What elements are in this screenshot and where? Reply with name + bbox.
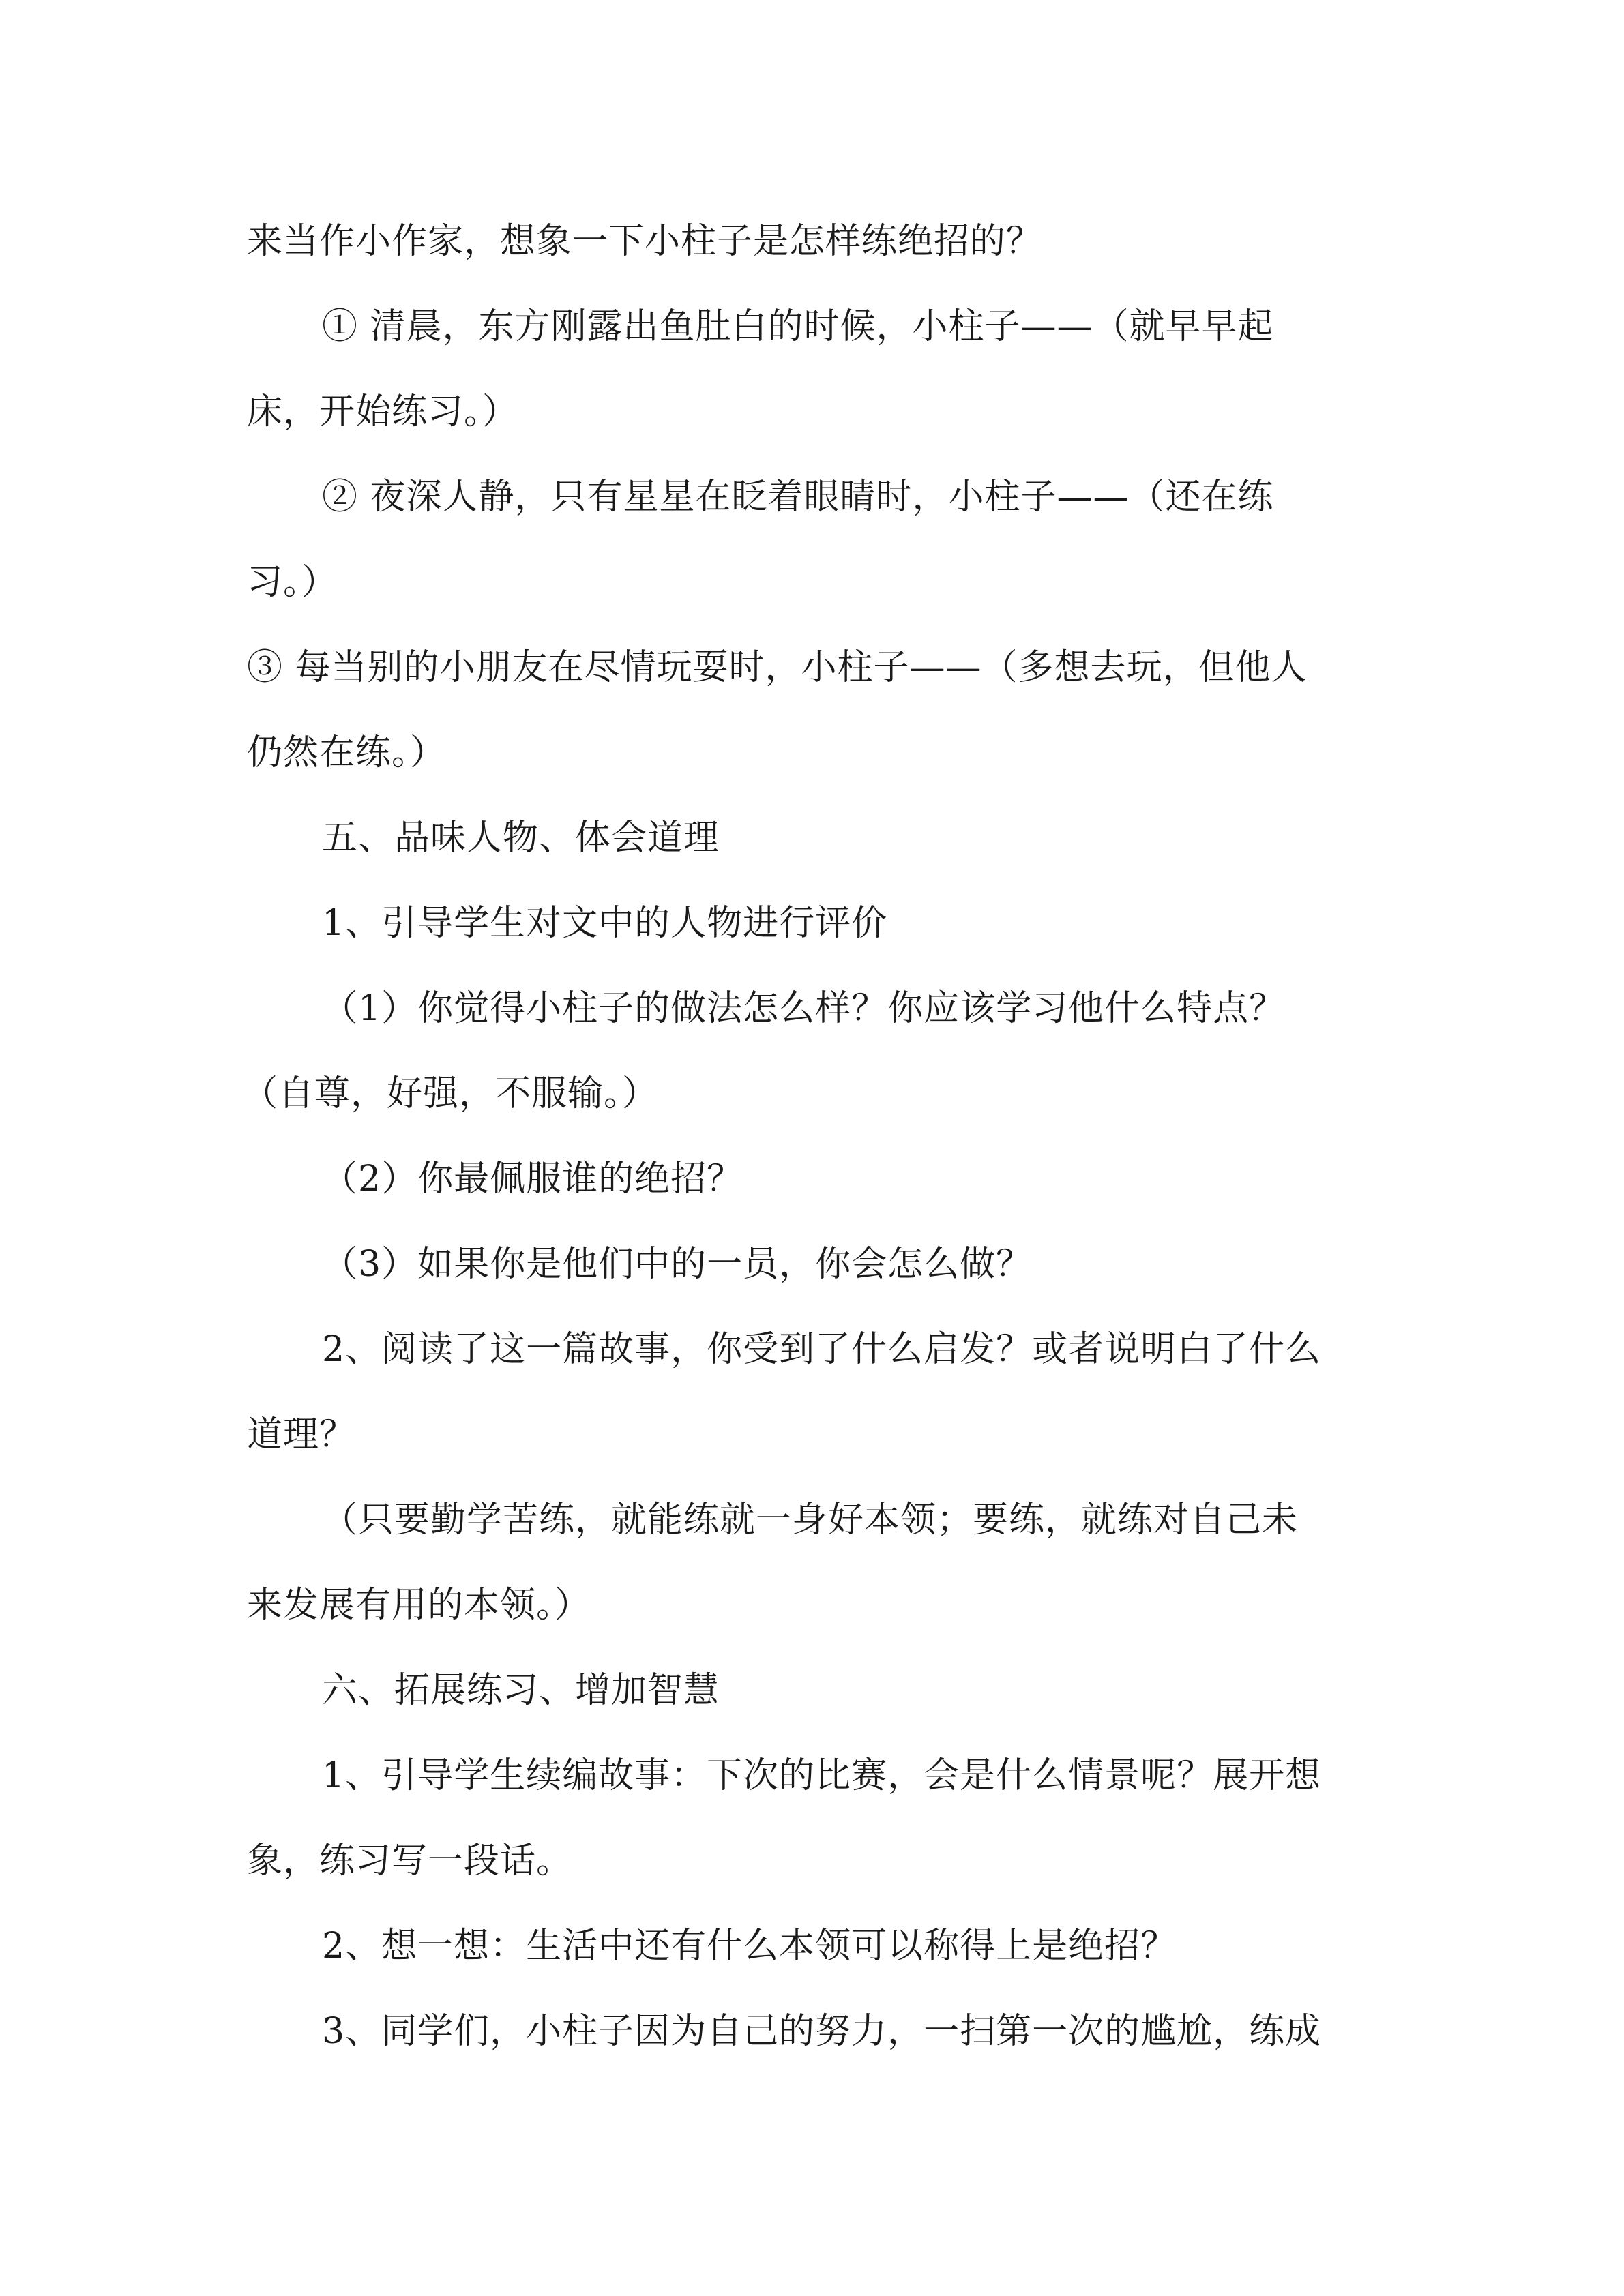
text-line-6: ③ 每当别的小朋友在尽情玩耍时，小柱子——（多想去玩，但他人 bbox=[247, 647, 1308, 688]
text-line-5: 习。） bbox=[247, 562, 338, 603]
text-line-14: 2、阅读了这一篇故事，你受到了什么启发？或者说明白了什么 bbox=[322, 1329, 1322, 1370]
text-line-4: ② 夜深人静，只有星星在眨着眼睛时，小柱子——（还在练 bbox=[322, 477, 1274, 518]
text-line-11: （自尊，好强，不服输。） bbox=[242, 1073, 659, 1114]
section-heading-6: 六、拓展练习、增加智慧 bbox=[322, 1670, 720, 1711]
text-line-9: 1、引导学生对文中的人物进行评价 bbox=[322, 903, 888, 944]
text-line-21: 2、想一想：生活中还有什么本领可以称得上是绝招？ bbox=[322, 1926, 1177, 1967]
text-line-13: （3）如果你是他们中的一员，你会怎么做？ bbox=[322, 1244, 1033, 1285]
text-line-17: 来发展有用的本领。） bbox=[247, 1585, 591, 1626]
text-line-10: （1）你觉得小柱子的做法怎么样？你应该学习他什么特点？ bbox=[322, 988, 1286, 1029]
text-line-20: 象，练习写一段话。 bbox=[247, 1840, 573, 1881]
text-line-16: （只要勤学苦练，就能练就一身好本领；要练，就练对自己未 bbox=[322, 1500, 1299, 1540]
text-line-12: （2）你最佩服谁的绝招？ bbox=[322, 1159, 743, 1199]
text-line-7: 仍然在练。） bbox=[247, 732, 447, 773]
text-line-3: 床，开始练习。） bbox=[247, 391, 519, 432]
text-line-22: 3、同学们，小柱子因为自己的努力，一扫第一次的尴尬，练成 bbox=[322, 2011, 1322, 2052]
text-line-1: 来当作小作家，想象一下小柱子是怎样练绝招的？ bbox=[247, 221, 1043, 262]
text-line-15: 道理？ bbox=[247, 1414, 356, 1455]
text-line-19: 1、引导学生续编故事：下次的比赛，会是什么情景呢？展开想 bbox=[322, 1755, 1322, 1796]
section-heading-5: 五、品味人物、体会道理 bbox=[322, 818, 720, 859]
text-line-2: ① 清晨，东方刚露出鱼肚白的时候，小柱子——（就早早起 bbox=[322, 306, 1274, 347]
